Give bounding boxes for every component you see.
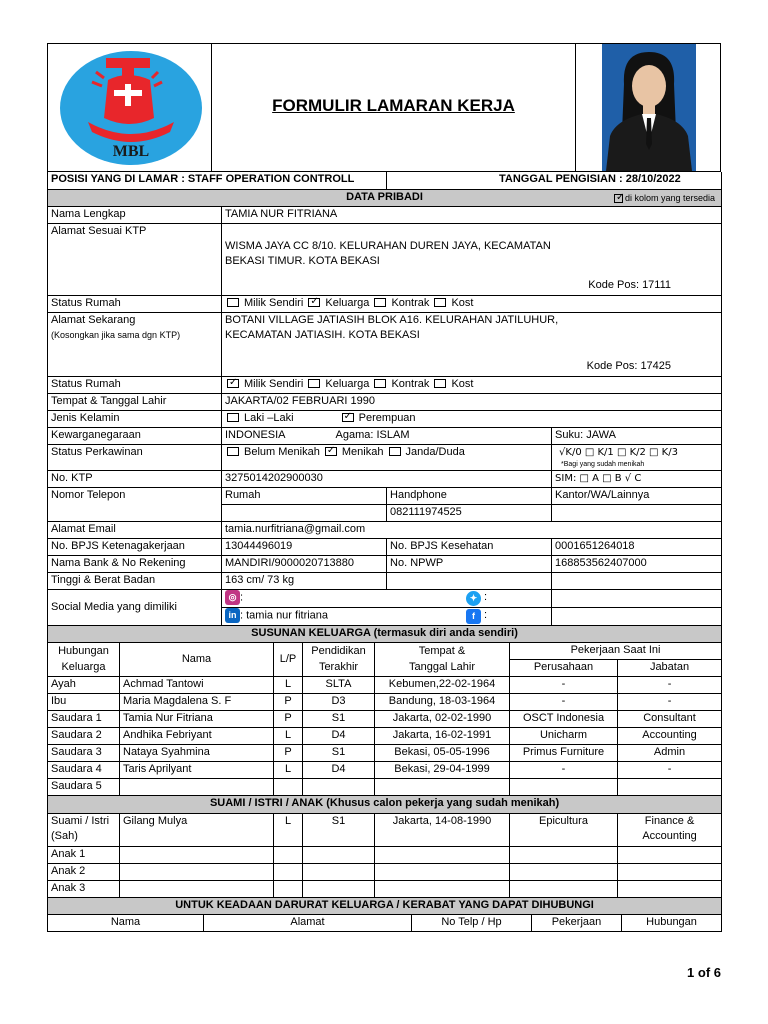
family-cell-birth (375, 779, 510, 796)
facebook-cell (472, 607, 722, 625)
family-cell-rel: Ayah (48, 677, 120, 694)
family-cell-name: Achmad Tantowi (120, 677, 274, 694)
family-cell-position: Consultant (618, 711, 722, 728)
birth-value: JAKARTA/02 FEBRUARI 1990 (222, 393, 722, 410)
phone-hp-value: 082111974525 (387, 504, 552, 521)
ktp-address-line1: WISMA JAYA CC 8/10. KELURAHAN DUREN JAYA, KECAMATAN (225, 239, 551, 252)
family-cell-edu: S1 (303, 745, 375, 762)
npwp-label: No. NPWP (387, 555, 552, 572)
checkbox-family[interactable] (308, 298, 320, 307)
name-label: Nama Lengkap (48, 206, 222, 223)
k-options: √K/0 □ K/1 □ K/2 □ K/3 (559, 446, 678, 458)
current-postcode: Kode Pos: 17425 (586, 359, 672, 372)
phone-label: Nomor Telepon (48, 487, 222, 521)
family-cell-position: - (618, 677, 722, 694)
em-h-name: Nama (48, 915, 204, 932)
family-cell-birth: Jakarta, 02-02-1990 (375, 711, 510, 728)
twitter-icon: ✦ (466, 591, 481, 606)
family-cell-birth: Bekasi, 05-05-1996 (375, 745, 510, 762)
family-cell-edu: SLTA (303, 677, 375, 694)
em-h-phone: No Telp / Hp (412, 915, 532, 932)
spouse-name: Gilang Mulya (120, 813, 274, 846)
family-cell-rel: Saudara 1 (48, 711, 120, 728)
family-cell-rel: Saudara 5 (48, 779, 120, 796)
logo-cell (48, 44, 212, 171)
family-cell-name: Andhika Febriyant (120, 728, 274, 745)
ktp-address-cell (222, 223, 722, 295)
gender-options: Laki –Laki ✓ Perempuan (222, 410, 722, 427)
child1-label: Anak 1 (48, 846, 120, 863)
current-address-label: Alamat Sekarang (51, 313, 136, 326)
family-cell-birth: Bandung, 18-03-1964 (375, 694, 510, 711)
family-cell-position: Accounting (618, 728, 722, 745)
family-cell-company: - (510, 762, 618, 779)
linkedin-cell (222, 607, 552, 625)
k-note: *Bagi yang sudah menikah (561, 460, 645, 468)
phone-office-value (552, 504, 722, 521)
house-status-label-2: Status Rumah (48, 376, 222, 393)
bank-label: Nama Bank & No Rekening (48, 555, 222, 572)
family-cell-edu (303, 779, 375, 796)
bpjs-tk-value: 13044496019 (222, 538, 387, 555)
ktp-postcode: Kode Pos: 17111 (588, 278, 672, 291)
h-job: Pekerjaan Saat Ini (510, 643, 722, 660)
child3-label: Anak 3 (48, 880, 120, 897)
family-cell-position: Admin (618, 745, 722, 762)
section-spouse-title: SUAMI / ISTRI / ANAK (Khusus calon pekerja yang sudah menikah) (48, 796, 722, 813)
page-number: 1 of 6 (687, 965, 721, 980)
family-cell-edu: D4 (303, 728, 375, 745)
name-value: TAMIA NUR FITRIANA (222, 206, 722, 223)
application-form (47, 43, 721, 932)
instagram-icon: ◎ (225, 590, 240, 605)
checkbox-married[interactable] (325, 447, 337, 456)
checkbox-own[interactable] (227, 298, 239, 307)
checkbox-male[interactable] (227, 413, 239, 422)
family-cell-lp (274, 779, 303, 796)
family-cell-lp: P (274, 711, 303, 728)
fill-date: TANGGAL PENGISIAN : 28/10/2022 (387, 172, 722, 189)
family-cell-position (618, 779, 722, 796)
current-address-cell (222, 312, 722, 376)
family-row (48, 728, 722, 745)
family-cell-lp: P (274, 694, 303, 711)
family-row (48, 711, 722, 728)
ktp-address-line2: BEKASI TIMUR. KOTA BEKASI (225, 254, 380, 267)
marital-options: Belum Menikah ✓ Menikah Janda/Duda (222, 444, 552, 470)
ktp-address-label: Alamat Sesuai KTP (48, 223, 222, 295)
family-cell-position: - (618, 694, 722, 711)
spouse-birth: Jakarta, 14-08-1990 (375, 813, 510, 846)
title-cell (212, 44, 575, 171)
family-row (48, 779, 722, 796)
citizenship-label: Kewarganegaraan (48, 427, 222, 444)
current-address-hint: (Kosongkan jika sama dgn KTP) (51, 329, 181, 340)
email-value: tamia.nurfitriana@gmail.com (222, 521, 722, 538)
phone-home-label: Rumah (222, 487, 387, 504)
k-options-cell (552, 444, 722, 470)
current-address-line2: KECAMATAN JATIASIH. KOTA BEKASI (225, 328, 420, 341)
religion-value: Agama: ISLAM (335, 428, 410, 441)
checkbox-single[interactable] (227, 447, 239, 456)
phone-hp-label: Handphone (387, 487, 552, 504)
sim-value: SIM: □ A □ B √ C (552, 470, 722, 487)
family-cell-name: Maria Magdalena S. F (120, 694, 274, 711)
bpjs-kes-value: 0001651264018 (552, 538, 722, 555)
company-logo (58, 48, 204, 168)
personal-data-table (47, 172, 722, 626)
height-label: Tinggi & Berat Badan (48, 572, 222, 589)
family-cell-edu: D3 (303, 694, 375, 711)
ethnicity-value: Suku: JAWA (552, 427, 722, 444)
checkbox-own-2[interactable] (227, 379, 239, 388)
social-label: Social Media yang dimiliki (48, 589, 222, 625)
house-status-options: Milik Sendiri ✓ Keluarga Kontrak Kost (222, 295, 722, 312)
phone-home-value (222, 504, 387, 521)
checkbox-kost-2[interactable] (434, 379, 446, 388)
twitter-cell (469, 589, 722, 607)
phone-office-label: Kantor/WA/Lainnya (552, 487, 722, 504)
check-note: ✓ di kolom yang tersedia (614, 191, 715, 206)
family-rows (48, 677, 722, 796)
family-cell-name (120, 779, 274, 796)
height-empty-2 (552, 572, 722, 589)
h-birth: Tempat & Tanggal Lahir (375, 643, 510, 677)
family-cell-name: Nataya Syahmina (120, 745, 274, 762)
ktp-label: No. KTP (48, 470, 222, 487)
family-row (48, 762, 722, 779)
instagram-value: : (240, 590, 244, 603)
bank-value: MANDIRI/9000020713880 (222, 555, 387, 572)
position-applied: POSISI YANG DI LAMAR : STAFF OPERATION CONTROLL (48, 172, 387, 189)
logo-text: MBL (112, 143, 150, 160)
current-address-label-cell (48, 312, 222, 376)
family-cell-position: - (618, 762, 722, 779)
section-family-title: SUSUNAN KELUARGA (termasuk diri anda sendiri) (48, 626, 722, 643)
height-empty (387, 572, 552, 589)
family-cell-lp: L (274, 762, 303, 779)
house-status-options-2: ✓ Milik Sendiri Keluarga Kontrak Kost (222, 376, 722, 393)
checkbox-contract[interactable] (374, 298, 386, 307)
em-h-address: Alamat (204, 915, 412, 932)
house-status-label: Status Rumah (48, 295, 222, 312)
family-cell-rel: Saudara 3 (48, 745, 120, 762)
family-cell-name: Tamia Nur Fitriana (120, 711, 274, 728)
family-cell-lp: L (274, 677, 303, 694)
photo-cell (575, 44, 720, 171)
family-cell-company: - (510, 694, 618, 711)
checkbox-female[interactable] (342, 413, 354, 422)
h-edu: Pendidikan Terakhir (303, 643, 375, 677)
section-emergency-title: UNTUK KEADAAN DARURAT KELUARGA / KERABAT YANG DAPAT DIHUBUNGI (48, 898, 722, 915)
checkbox-contract-2[interactable] (374, 379, 386, 388)
linkedin-value: : tamia nur fitriana (240, 608, 329, 621)
bpjs-kes-label: No. BPJS Kesehatan (387, 538, 552, 555)
marital-label: Status Perkawinan (48, 444, 222, 470)
family-cell-company: - (510, 677, 618, 694)
family-cell-company: OSCT Indonesia (510, 711, 618, 728)
family-cell-company (510, 779, 618, 796)
spouse-lp: L (274, 813, 303, 846)
height-value: 163 cm/ 73 kg (222, 572, 387, 589)
facebook-value: : (484, 608, 488, 621)
family-row (48, 745, 722, 762)
twitter-value: : (484, 590, 488, 603)
family-row (48, 694, 722, 711)
checkbox-icon (614, 194, 623, 203)
checkbox-family-2[interactable] (308, 379, 320, 388)
family-table (47, 626, 722, 797)
citizenship-cell (222, 427, 552, 444)
h-name: Nama (120, 643, 274, 677)
spouse-company: Epicultura (510, 813, 618, 846)
em-h-relation: Hubungan (622, 915, 722, 932)
h-lp: L/P (274, 643, 303, 677)
gender-label: Jenis Kelamin (48, 410, 222, 427)
family-cell-birth: Jakarta, 16-02-1991 (375, 728, 510, 745)
emergency-table (47, 898, 722, 933)
citizenship-value: INDONESIA (225, 428, 286, 441)
h-company: Perusahaan (510, 660, 618, 677)
family-cell-edu: S1 (303, 711, 375, 728)
family-cell-birth: Kebumen,22-02-1964 (375, 677, 510, 694)
em-h-job: Pekerjaan (532, 915, 622, 932)
spouse-position: Finance & Accounting (618, 813, 722, 846)
ktp-value: 3275014202900030 (222, 470, 552, 487)
h-position: Jabatan (618, 660, 722, 677)
h-relation: Hubungan Keluarga (48, 643, 120, 677)
spouse-edu: S1 (303, 813, 375, 846)
npwp-value: 168853562407000 (552, 555, 722, 572)
birth-label: Tempat & Tanggal Lahir (48, 393, 222, 410)
spouse-table (47, 796, 722, 898)
instagram-cell (222, 589, 552, 607)
bpjs-tk-label: No. BPJS Ketenagakerjaan (48, 538, 222, 555)
family-cell-edu: D4 (303, 762, 375, 779)
family-cell-rel: Saudara 2 (48, 728, 120, 745)
spouse-relation: Suami / Istri (Sah) (48, 813, 120, 846)
email-label: Alamat Email (48, 521, 222, 538)
family-cell-lp: L (274, 728, 303, 745)
current-address-line1: BOTANI VILLAGE JATIASIH BLOK A16. KELURAHAN JATILUHUR, (225, 313, 559, 326)
family-cell-rel: Saudara 4 (48, 762, 120, 779)
checkbox-widow[interactable] (389, 447, 401, 456)
applicant-photo (602, 44, 696, 171)
child2-label: Anak 2 (48, 863, 120, 880)
form-header (47, 43, 721, 172)
linkedin-icon: in (225, 608, 240, 623)
family-cell-rel: Ibu (48, 694, 120, 711)
family-row (48, 677, 722, 694)
family-cell-name: Taris Aprilyant (120, 762, 274, 779)
family-cell-company: Unicharm (510, 728, 618, 745)
facebook-icon: f (466, 609, 481, 624)
section-personal-title: DATA PRIBADI (346, 190, 423, 203)
family-cell-company: Primus Furniture (510, 745, 618, 762)
family-cell-lp: P (274, 745, 303, 762)
family-cell-birth: Bekasi, 29-04-1999 (375, 762, 510, 779)
checkbox-kost[interactable] (434, 298, 446, 307)
form-title: FORMULIR LAMARAN KERJA (272, 96, 515, 115)
